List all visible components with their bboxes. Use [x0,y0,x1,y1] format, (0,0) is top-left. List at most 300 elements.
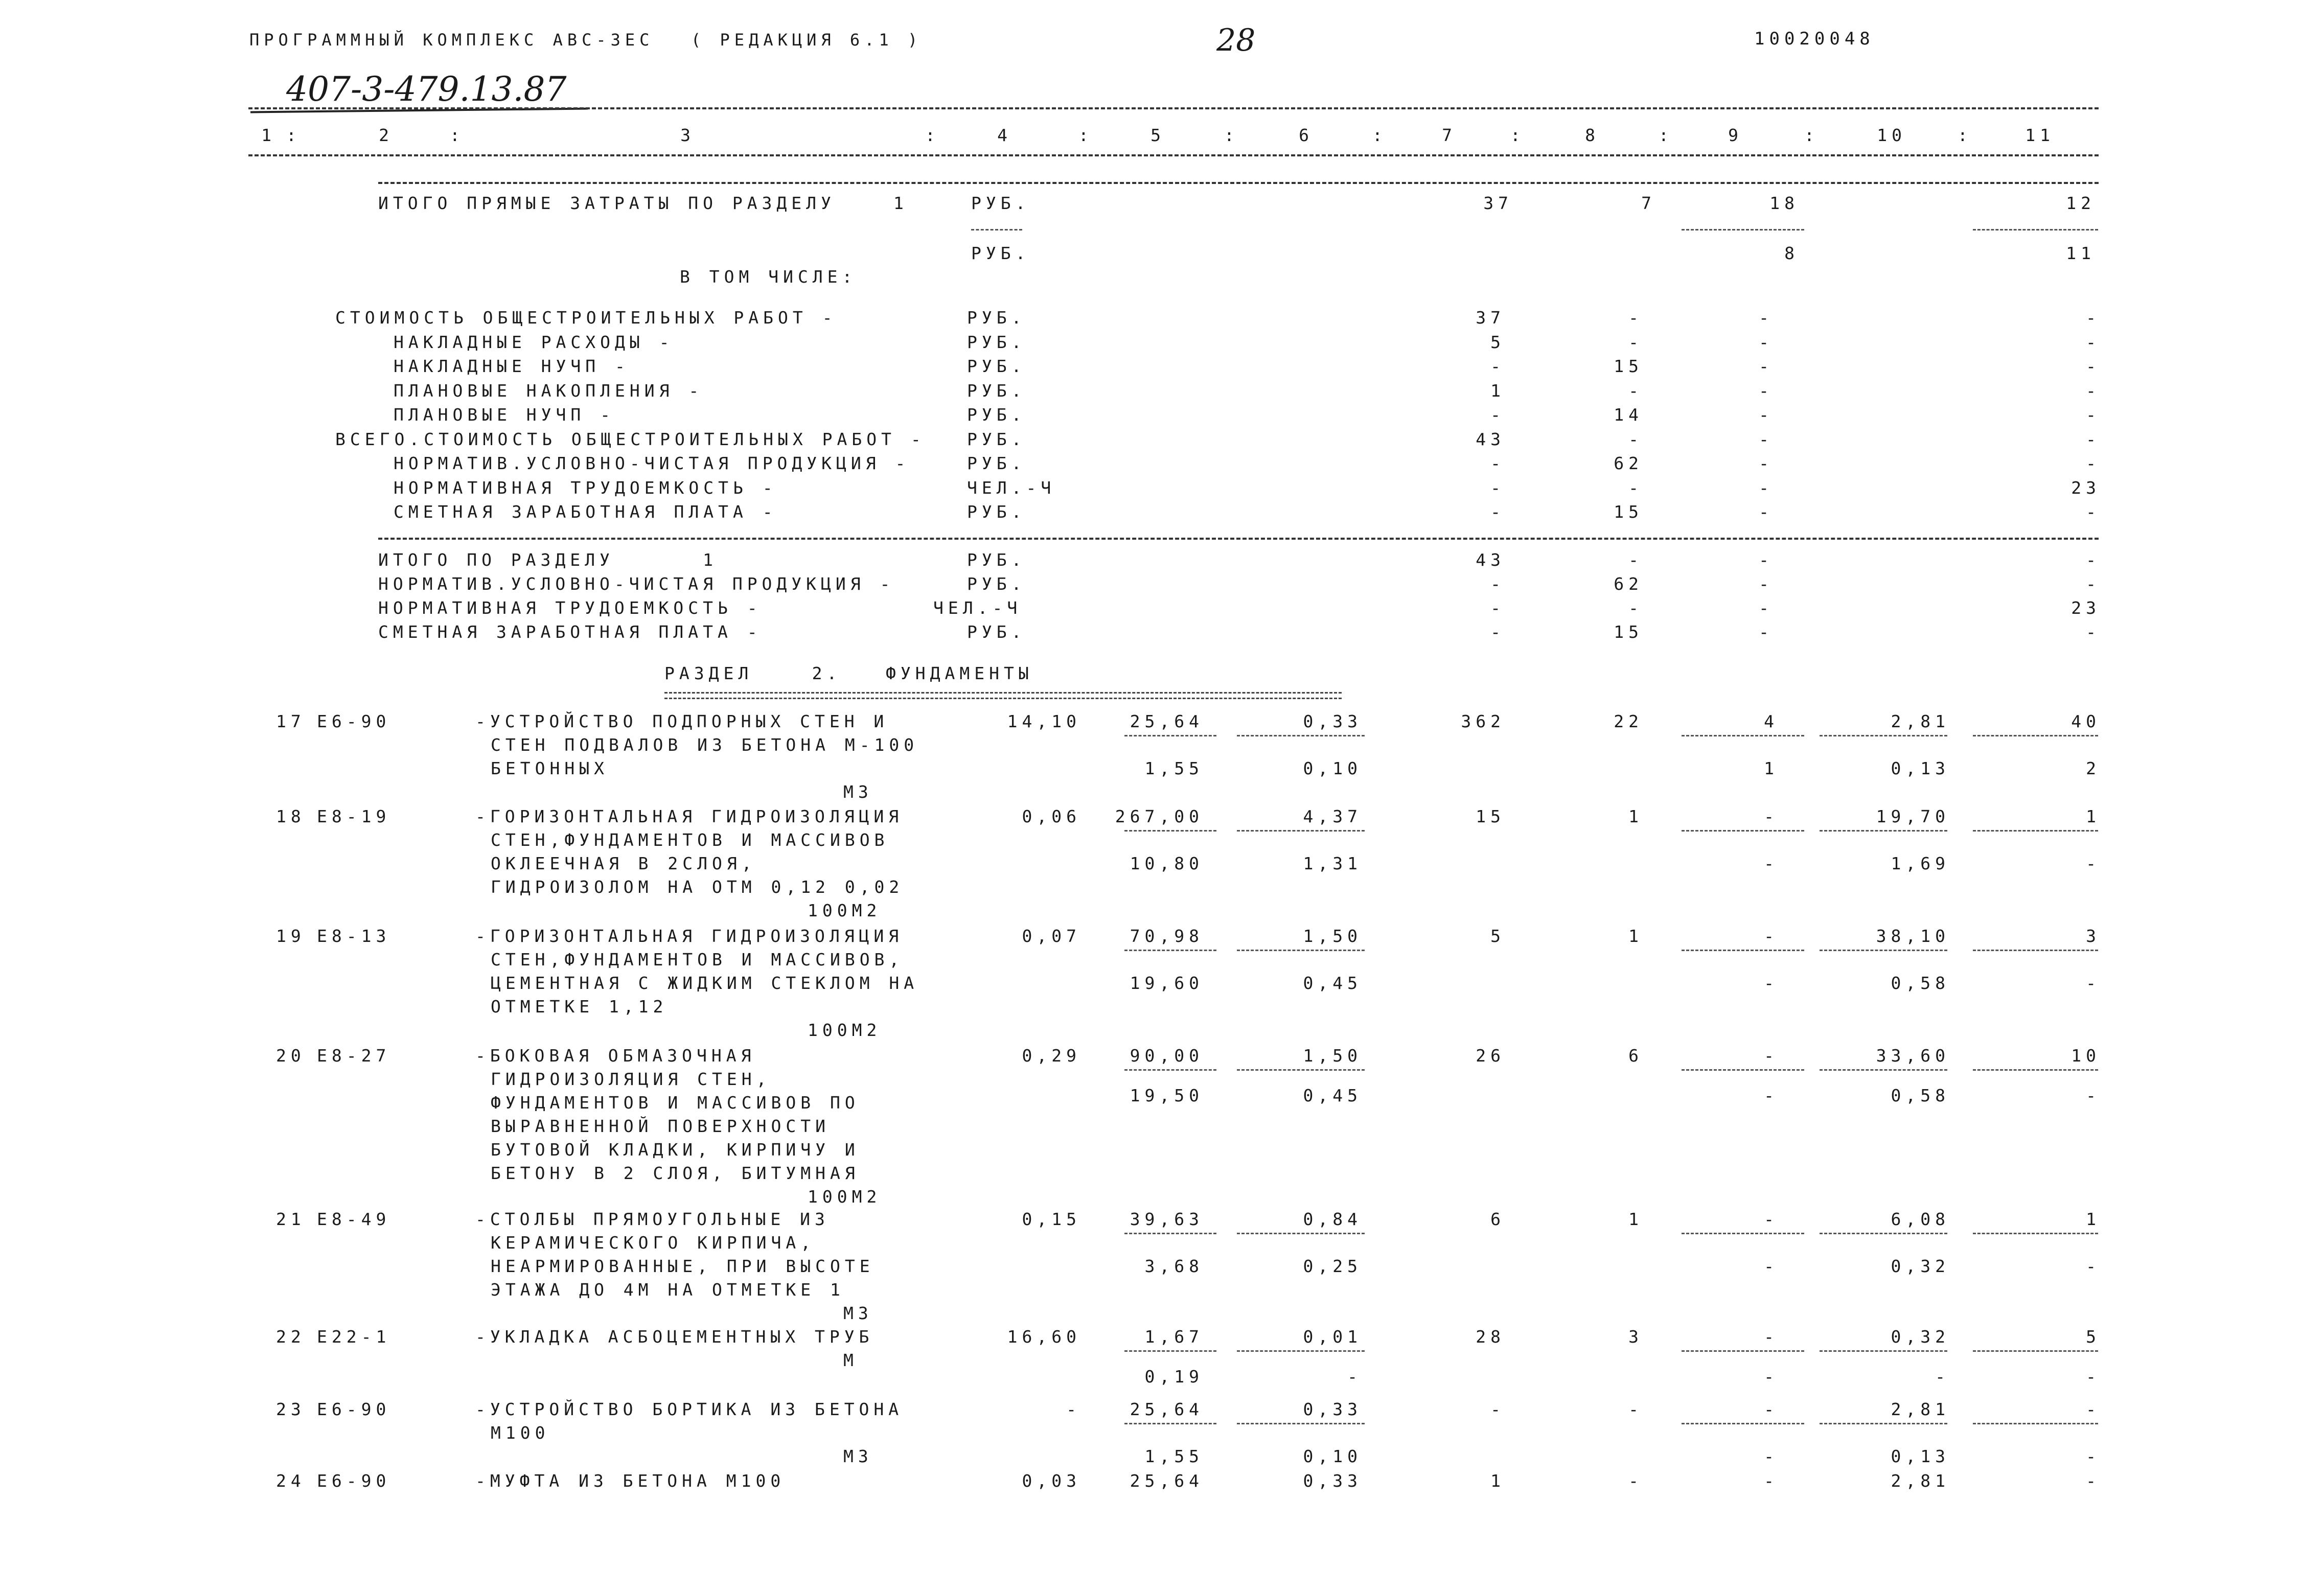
item-sub-col-10: - [1935,1367,1950,1387]
item-rule-col-10 [1820,950,1947,951]
item-sub-col-9: 1 [1764,758,1779,778]
item-sub-col-10: 1,69 [1891,853,1950,873]
summary2-row-col-7: - [1490,574,1505,594]
document-code: 10020048 [1754,29,1875,49]
item-sub-col-5: 0,19 [1144,1367,1204,1387]
summary1-row-col-11: - [2086,380,2101,401]
item-sub-col-9: - [1764,973,1779,993]
item-col-10: 33,60 [1876,1046,1950,1066]
page-number: 28 [1216,22,1256,58]
item-sub-col-10: 0,58 [1891,973,1950,993]
item-rule-col-5 [1124,950,1216,951]
col-sep: : [925,125,940,145]
item-code: Е6-90 [317,711,391,731]
summary2-row-col-8: - [1628,598,1643,618]
item-description-line: ОКЛЕЕЧНАЯ В 2СЛОЯ, [491,853,756,873]
item-col-5: 267,00 [1115,806,1204,826]
summary1-row-col-7: - [1490,356,1505,376]
item-col-8: 1 [1628,1209,1643,1229]
item-description-line: СТЕН ПОДВАЛОВ ИЗ БЕТОНА М-100 [491,735,919,755]
item-sub-col-9: - [1764,1086,1779,1105]
item-description-line: -МУФТА ИЗ БЕТОНА М100 [475,1471,786,1491]
item-col-9: - [1764,926,1779,946]
summary1-row-col-7: - [1490,477,1505,498]
summary2-row-col-7: 43 [1476,550,1505,570]
item-col-4: 0,15 [1022,1209,1081,1229]
summary2-row-col-8: 62 [1614,574,1643,594]
item-col-6: 0,33 [1303,1471,1362,1491]
summary1-row-col-9: - [1759,308,1774,328]
col-sep: : [1510,125,1525,145]
item-col-5: 90,00 [1130,1046,1204,1066]
item-rule-col-10 [1820,1233,1947,1234]
header-rule-top [248,107,2099,109]
col-1-header: 1 [261,125,276,145]
program-title: ПРОГРАММНЫЙ КОМПЛЕКС АВС-ЗЕС [249,30,654,50]
item-col-5: 1,67 [1144,1327,1204,1347]
summary1-row-col-8: 15 [1614,356,1643,376]
item-col-6: 0,33 [1303,711,1362,731]
summary1-row-col-11: - [2086,356,2101,376]
summary2-row-label: ИТОГО ПО РАЗДЕЛУ 1 [378,550,718,570]
total-col-9-rule [1682,229,1804,230]
item-sub-col-5: 1,55 [1144,1446,1204,1466]
item-col-9: - [1764,1209,1779,1229]
summary1-row-col-9: - [1759,380,1774,401]
item-sub-col-6: - [1347,1367,1362,1387]
item-sub-col-11: - [2086,853,2101,873]
summary1-row-col-11: - [2086,453,2101,473]
item-sub-col-9: - [1764,1446,1779,1466]
item-col-11: 10 [2071,1046,2101,1066]
item-col-4: 0,29 [1022,1046,1081,1066]
item-rule-col-9 [1682,1069,1804,1071]
subtotal-col-11: 11 [2066,243,2096,263]
col-4-header: 4 [997,125,1012,145]
summary1-row-col-9: - [1759,453,1774,473]
item-col-7: 1 [1490,1471,1505,1491]
item-sub-col-6: 0,45 [1303,1086,1362,1105]
item-description-line: БЕТОНУ В 2 СЛОЯ, БИТУМНАЯ [491,1163,860,1183]
summary1-row-col-7: 37 [1476,308,1505,328]
summary2-row-col-11: - [2086,550,2101,570]
col-sep: : [1224,125,1239,145]
item-sub-col-5: 19,50 [1130,1086,1204,1105]
item-rule-col-10 [1820,735,1947,736]
edition-label: ( РЕДАКЦИЯ 6.1 ) [691,30,923,50]
item-rule-col-11 [1973,950,2098,951]
summary1-row-unit: РУБ. [967,332,1026,352]
item-description-line: ЭТАЖА ДО 4М НА ОТМЕТКЕ 1 [491,1280,845,1300]
col-10-header: 10 [1877,125,1906,145]
summary2-row-unit: РУБ. [967,622,1026,642]
item-description-line: -БОКОВАЯ ОБМАЗОЧНАЯ [475,1046,756,1066]
summary1-row-col-11: 23 [2071,477,2101,498]
total-col-11: 12 [2066,193,2096,213]
summary1-row-unit: РУБ. [967,380,1026,401]
col-sep: : [1804,125,1819,145]
col-sep: : [1372,125,1387,145]
item-rule-col-11 [1973,735,2098,736]
section-2-underline [664,692,1342,699]
item-col-6: 1,50 [1303,1046,1362,1066]
summary1-row-label: ПЛАНОВЫЕ НАКОПЛЕНИЯ - [394,380,704,401]
item-code: Е8-27 [317,1046,391,1066]
col-sep: : [286,125,301,145]
item-unit: М3 [843,1446,873,1466]
item-sub-col-6: 0,45 [1303,973,1362,993]
summary1-row-col-8: 15 [1614,502,1643,522]
item-col-7: 5 [1490,926,1505,946]
item-description-line: СТЕН,ФУНДАМЕНТОВ И МАССИВОВ, [491,950,904,970]
item-col-4: - [1066,1399,1081,1419]
item-description-line: -ГОРИЗОНТАЛЬНАЯ ГИДРОИЗОЛЯЦИЯ [475,926,904,946]
item-col-10: 2,81 [1891,711,1950,731]
item-col-6: 1,50 [1303,926,1362,946]
item-col-5: 39,63 [1130,1209,1204,1229]
item-col-9: - [1764,806,1779,826]
item-number: 23 [276,1399,306,1419]
item-sub-col-11: 2 [2086,758,2101,778]
summary1-row-col-8: - [1628,380,1643,401]
item-description-line: -УСТРОЙСТВО БОРТИКА ИЗ БЕТОНА [475,1399,904,1419]
item-sub-col-11: - [2086,973,2101,993]
item-col-11: 40 [2071,711,2101,731]
header-rule-bottom [248,154,2099,156]
item-description-line: БУТОВОЙ КЛАДКИ, КИРПИЧУ И [491,1140,860,1160]
item-rule-col-6 [1237,1423,1365,1424]
item-col-9: - [1764,1399,1779,1419]
summary2-row-unit: РУБ. [967,574,1026,594]
summary2-row-label: НОРМАТИВНАЯ ТРУДОЕМКОСТЬ - [378,598,762,618]
item-rule-col-6 [1237,950,1365,951]
item-code: Е22-1 [317,1327,391,1347]
item-col-4: 16,60 [1007,1327,1081,1347]
item-sub-col-10: 0,13 [1891,758,1950,778]
item-number: 24 [276,1471,306,1491]
item-description-line: -ГОРИЗОНТАЛЬНАЯ ГИДРОИЗОЛЯЦИЯ [475,806,904,826]
item-col-8: - [1628,1471,1643,1491]
item-number: 20 [276,1046,306,1066]
item-col-9: - [1764,1046,1779,1066]
item-number: 19 [276,926,306,946]
item-description-line: -УСТРОЙСТВО ПОДПОРНЫХ СТЕН И [475,711,889,731]
item-rule-col-11 [1973,1423,2098,1424]
item-rule-col-6 [1237,1350,1365,1352]
item-col-7: 362 [1461,711,1505,731]
item-rule-col-11 [1973,1350,2098,1352]
item-rule-col-10 [1820,1069,1947,1071]
item-unit: М [843,1350,858,1370]
item-col-10: 0,32 [1891,1327,1950,1347]
total-section-number: 1 [893,193,908,213]
summary1-row-label: ПЛАНОВЫЕ НУЧП - [394,405,615,425]
summary2-row-col-7: - [1490,598,1505,618]
item-code: Е8-13 [317,926,391,946]
total-col-11-rule [1973,229,2098,230]
item-rule-col-6 [1237,830,1365,832]
summary1-row-label: НОРМАТИВ.УСЛОВНО-ЧИСТАЯ ПРОДУКЦИЯ - [394,453,910,473]
total-col-8: 7 [1641,193,1656,213]
item-sub-col-11: - [2086,1367,2101,1387]
item-col-10: 38,10 [1876,926,1950,946]
col-2-header: 2 [379,125,394,145]
item-description-line: ФУНДАМЕНТОВ И МАССИВОВ ПО [491,1093,860,1113]
summary1-row-unit: РУБ. [967,308,1026,328]
item-description-line: М100 [491,1423,550,1443]
item-rule-col-6 [1237,1233,1365,1234]
item-col-4: 0,03 [1022,1471,1081,1491]
item-sub-col-10: 0,13 [1891,1446,1950,1466]
item-col-5: 25,64 [1130,1471,1204,1491]
summary1-row-col-9: - [1759,502,1774,522]
summary1-row-col-8: - [1628,477,1643,498]
summary1-row-col-8: 62 [1614,453,1643,473]
item-col-11: 3 [2086,926,2101,946]
item-col-8: - [1628,1399,1643,1419]
item-col-8: 3 [1628,1327,1643,1347]
item-col-8: 1 [1628,806,1643,826]
summary2-row-col-7: - [1490,622,1505,642]
item-rule-col-6 [1237,735,1365,736]
handwritten-reference: 407-3-479.13.87 [286,70,567,109]
item-rule-col-9 [1682,735,1804,736]
item-description-line: НЕАРМИРОВАННЫЕ, ПРИ ВЫСОТЕ [491,1256,875,1276]
item-sub-col-5: 19,60 [1130,973,1204,993]
item-rule-col-5 [1124,1350,1216,1352]
item-col-5: 25,64 [1130,711,1204,731]
item-sub-col-6: 1,31 [1303,853,1362,873]
item-rule-col-9 [1682,1350,1804,1352]
item-col-4: 0,07 [1022,926,1081,946]
summary2-row-label: НОРМАТИВ.УСЛОВНО-ЧИСТАЯ ПРОДУКЦИЯ - [378,574,895,594]
summary1-row-unit: РУБ. [967,453,1026,473]
item-rule-col-5 [1124,830,1216,832]
item-rule-col-9 [1682,1233,1804,1234]
item-col-9: - [1764,1327,1779,1347]
col-sep: : [1958,125,1972,145]
item-description-line: СТЕН,ФУНДАМЕНТОВ И МАССИВОВ [491,830,889,850]
item-sub-col-10: 0,58 [1891,1086,1950,1105]
summary1-row-unit: ЧЕЛ.-Ч [967,477,1056,498]
item-rule-col-5 [1124,1069,1216,1071]
summary1-row-col-8: - [1628,429,1643,449]
summary1-row-col-7: - [1490,502,1505,522]
item-rule-col-10 [1820,1423,1947,1424]
item-sub-col-11: - [2086,1256,2101,1276]
item-description-line: -СТОЛБЫ ПРЯМОУГОЛЬНЫЕ ИЗ [475,1209,830,1229]
summary1-row-col-11: - [2086,308,2101,328]
total-unit-rule [971,229,1022,230]
total-direct-costs-label: ИТОГО ПРЯМЫЕ ЗАТРАТЫ ПО РАЗДЕЛУ [378,193,836,213]
item-sub-col-5: 10,80 [1130,853,1204,873]
summary-separator [378,538,2099,540]
item-col-11: 1 [2086,1209,2101,1229]
col-5-header: 5 [1151,125,1165,145]
summary1-row-label: НАКЛАДНЫЕ НУЧП - [394,356,630,376]
summary1-row-col-9: - [1759,356,1774,376]
summary1-row-label: СМЕТНАЯ ЗАРАБОТНАЯ ПЛАТА - [394,502,777,522]
summary1-row-col-9: - [1759,332,1774,352]
item-sub-col-11: - [2086,1446,2101,1466]
item-number: 18 [276,806,306,826]
item-rule-col-11 [1973,1233,2098,1234]
item-unit: 100М2 [808,1020,882,1040]
summary1-row-col-8: - [1628,332,1643,352]
item-code: Е6-90 [317,1471,391,1491]
item-sub-col-10: 0,32 [1891,1256,1950,1276]
summary2-row-col-9: - [1759,550,1774,570]
item-col-10: 2,81 [1891,1471,1950,1491]
total-col-7: 37 [1483,193,1513,213]
item-col-9: - [1764,1471,1779,1491]
section-rule [378,182,2099,184]
item-description-line: БЕТОННЫХ [491,758,609,778]
item-rule-col-6 [1237,1069,1365,1071]
summary1-row-col-9: - [1759,477,1774,498]
item-number: 17 [276,711,306,731]
col-sep: : [1078,125,1093,145]
item-sub-col-5: 3,68 [1144,1256,1204,1276]
summary2-row-col-11: 23 [2071,598,2101,618]
col-3-header: 3 [680,125,695,145]
summary2-row-unit: ЧЕЛ.-Ч [933,598,1022,618]
item-description-line: ГИДРОИЗОЛОМ НА ОТМ 0,12 0,02 [491,877,904,897]
item-col-10: 19,70 [1876,806,1950,826]
col-sep: : [1659,125,1673,145]
summary1-row-unit: РУБ. [967,405,1026,425]
item-col-4: 14,10 [1007,711,1081,731]
item-sub-col-11: - [2086,1086,2101,1105]
item-rule-col-5 [1124,1423,1216,1424]
summary1-row-col-7: 43 [1476,429,1505,449]
summary2-row-col-11: - [2086,574,2101,594]
item-col-8: 22 [1614,711,1643,731]
subtotal-col-9: 8 [1784,243,1799,263]
item-col-9: 4 [1764,711,1779,731]
section-2-title: РАЗДЕЛ 2. ФУНДАМЕНТЫ [664,663,1033,683]
item-sub-col-9: - [1764,853,1779,873]
item-description-line: ОТМЕТКЕ 1,12 [491,997,668,1017]
col-8-header: 8 [1585,125,1600,145]
summary2-row-col-11: - [2086,622,2101,642]
item-number: 22 [276,1327,306,1347]
item-number: 21 [276,1209,306,1229]
summary1-row-label: НОРМАТИВНАЯ ТРУДОЕМКОСТЬ - [394,477,777,498]
col-9-header: 9 [1728,125,1743,145]
summary1-row-unit: РУБ. [967,502,1026,522]
summary1-row-col-7: 1 [1490,380,1505,401]
item-sub-col-6: 0,10 [1303,758,1362,778]
item-col-6: 0,84 [1303,1209,1362,1229]
col-sep: : [450,125,465,145]
item-unit: М3 [843,782,873,802]
item-description-line: ЦЕМЕНТНАЯ С ЖИДКИМ СТЕКЛОМ НА [491,973,919,993]
summary2-row-col-8: - [1628,550,1643,570]
item-rule-col-9 [1682,950,1804,951]
summary1-row-col-11: - [2086,429,2101,449]
summary2-row-col-8: 15 [1614,622,1643,642]
item-rule-col-10 [1820,830,1947,832]
summary1-row-unit: РУБ. [967,356,1026,376]
summary1-row-label: СТОИМОСТЬ ОБЩЕСТРОИТЕЛЬНЫХ РАБОТ - [335,308,837,328]
item-col-5: 25,64 [1130,1399,1204,1419]
summary2-row-label: СМЕТНАЯ ЗАРАБОТНАЯ ПЛАТА - [378,622,762,642]
item-rule-col-11 [1973,830,2098,832]
summary1-row-unit: РУБ. [967,429,1026,449]
item-col-8: 1 [1628,926,1643,946]
item-col-10: 2,81 [1891,1399,1950,1419]
summary1-row-col-11: - [2086,405,2101,425]
item-unit: М3 [843,1303,873,1323]
item-col-11: - [2086,1471,2101,1491]
item-col-4: 0,06 [1022,806,1081,826]
summary1-row-col-8: 14 [1614,405,1643,425]
summary2-row-col-9: - [1759,622,1774,642]
item-col-6: 4,37 [1303,806,1362,826]
item-rule-col-5 [1124,735,1216,736]
summary1-row-col-7: - [1490,405,1505,425]
item-description-line: ГИДРОИЗОЛЯЦИЯ СТЕН, [491,1069,771,1089]
item-col-6: 0,01 [1303,1327,1362,1347]
summary1-row-col-9: - [1759,429,1774,449]
summary1-row-label: ВСЕГО.СТОИМОСТЬ ОБЩЕСТРОИТЕЛЬНЫХ РАБОТ - [335,429,926,449]
summary1-row-col-9: - [1759,405,1774,425]
item-col-5: 70,98 [1130,926,1204,946]
item-code: Е6-90 [317,1399,391,1419]
item-col-10: 6,08 [1891,1209,1950,1229]
item-unit: 100М2 [808,901,882,920]
item-code: Е8-19 [317,806,391,826]
item-col-6: 0,33 [1303,1399,1362,1419]
item-sub-col-6: 0,25 [1303,1256,1362,1276]
summary1-row-col-11: - [2086,332,2101,352]
item-col-7: 28 [1476,1327,1505,1347]
summary1-row-col-7: 5 [1490,332,1505,352]
subtotal-unit: РУБ. [971,243,1030,263]
item-rule-col-9 [1682,1423,1804,1424]
item-sub-col-9: - [1764,1256,1779,1276]
item-unit: 100М2 [808,1187,882,1207]
item-description-line: -УКЛАДКА АСБОЦЕМЕНТНЫХ ТРУБ [475,1327,874,1347]
summary2-row-col-9: - [1759,574,1774,594]
item-col-7: 15 [1476,806,1505,826]
item-col-7: - [1490,1399,1505,1419]
item-col-7: 26 [1476,1046,1505,1066]
summary2-row-col-9: - [1759,598,1774,618]
item-rule-col-5 [1124,1233,1216,1234]
item-col-7: 6 [1490,1209,1505,1229]
item-sub-col-6: 0,10 [1303,1446,1362,1466]
including-label: В ТОМ ЧИСЛЕ: [680,267,857,287]
item-rule-col-9 [1682,830,1804,832]
item-col-11: 5 [2086,1327,2101,1347]
summary1-row-label: НАКЛАДНЫЕ РАСХОДЫ - [394,332,674,352]
item-sub-col-5: 1,55 [1144,758,1204,778]
summary1-row-col-7: - [1490,453,1505,473]
item-col-11: 1 [2086,806,2101,826]
item-sub-col-9: - [1764,1367,1779,1387]
item-col-8: 6 [1628,1046,1643,1066]
col-7-header: 7 [1442,125,1457,145]
col-11-header: 11 [2025,125,2055,145]
col-6-header: 6 [1299,125,1314,145]
total-col-9: 18 [1769,193,1799,213]
summary2-row-unit: РУБ. [967,550,1026,570]
item-description-line: ВЫРАВНЕННОЙ ПОВЕРХНОСТИ [491,1116,830,1136]
item-col-11: - [2086,1399,2101,1419]
total-unit: РУБ. [971,193,1030,213]
